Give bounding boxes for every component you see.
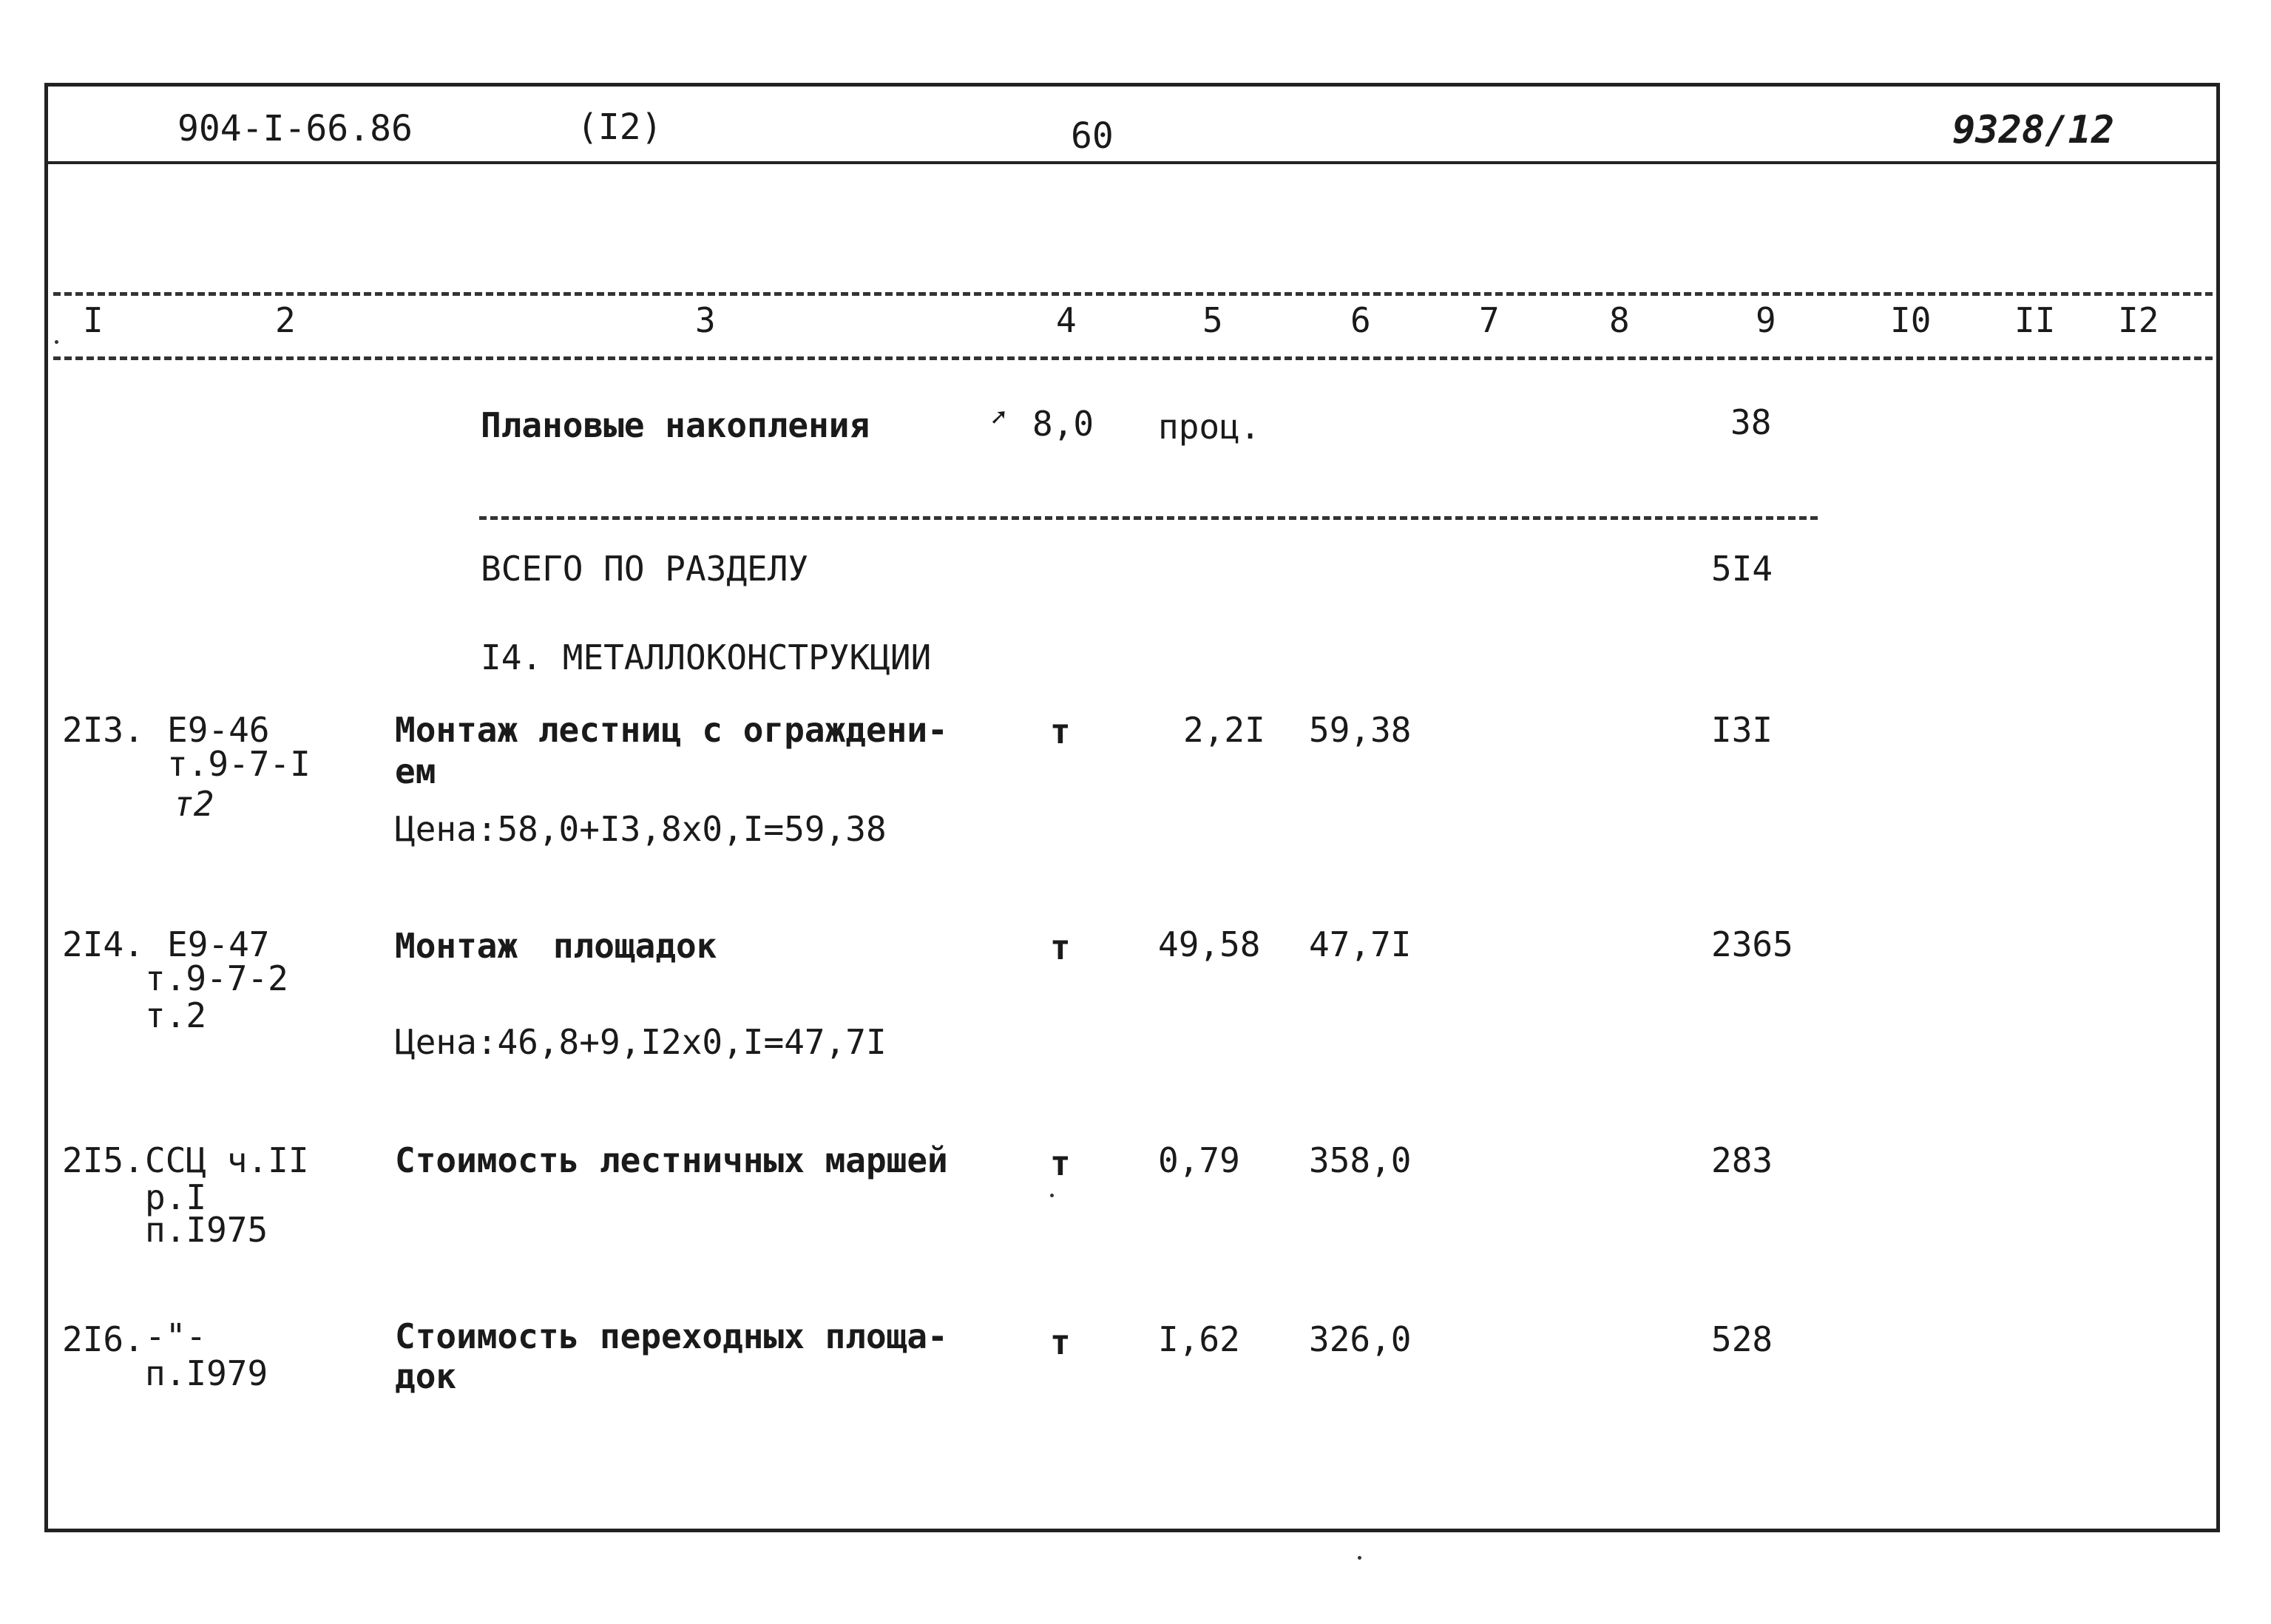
col-header-8: 8 — [1609, 300, 1630, 340]
scan-dot — [1358, 1556, 1361, 1560]
item-216-number: 2I6. — [62, 1319, 144, 1359]
item-215-mark — [1050, 1194, 1054, 1197]
item-216-quantity: I,62 — [1158, 1319, 1240, 1359]
item-214-unit-price: 47,7I — [1309, 924, 1412, 964]
item-213-price-formula: Цена:58,0+I3,8х0,I=59,38 — [395, 809, 887, 849]
col-header-6: 6 — [1350, 300, 1371, 340]
item-214-unit: т — [1050, 927, 1071, 967]
col-header-9: 9 — [1756, 300, 1776, 340]
item-216-description: Стоимость переходных площа- — [395, 1316, 948, 1356]
item-216-unit: т — [1050, 1322, 1071, 1362]
item-215-position-ref: п.I975 — [145, 1210, 268, 1250]
item-213-description-cont: ем — [395, 751, 436, 791]
item-216-total: 528 — [1711, 1319, 1773, 1359]
col-header-12: I2 — [2118, 300, 2159, 340]
item-213-number: 2I3. — [62, 710, 144, 750]
item-214-table-note: т.2 — [145, 995, 207, 1035]
item-214-quantity: 49,58 — [1158, 924, 1261, 964]
col-header-7: 7 — [1479, 300, 1500, 340]
col-header-3: 3 — [695, 300, 716, 340]
item-213-total: I3I — [1711, 710, 1773, 750]
item-216-unit-price: 326,0 — [1309, 1319, 1412, 1359]
planned-accumulations-unit: проц. — [1158, 407, 1261, 447]
subtotal-rule — [479, 516, 1818, 520]
col-header-10: I0 — [1890, 300, 1932, 340]
item-213-code: Е9-46 — [167, 710, 270, 750]
col-header-11: II — [2014, 300, 2056, 340]
page-number: 60 — [1071, 115, 1114, 157]
col-header-4: 4 — [1056, 300, 1077, 340]
header-divider — [44, 161, 2220, 164]
item-216-description-cont: док — [395, 1356, 457, 1396]
col-header-5: 5 — [1202, 300, 1223, 340]
column-header-top-rule — [53, 292, 2213, 296]
item-215-unit: т — [1050, 1143, 1071, 1183]
item-215-description: Стоимость лестничных маршей — [395, 1140, 948, 1180]
item-215-code: ССЦ ч.II — [145, 1140, 309, 1180]
item-215-unit-price: 358,0 — [1309, 1140, 1412, 1180]
item-214-table-ref: т.9-7-2 — [145, 958, 288, 998]
planned-accumulations-label: Плановые накопления — [481, 405, 870, 445]
item-216-position-ref: п.I979 — [145, 1353, 268, 1393]
planned-accumulations-percent: 8,0 — [1032, 404, 1094, 444]
item-214-price-formula: Цена:46,8+9,I2х0,I=47,7I — [395, 1022, 887, 1062]
planned-accumulations-total: 38 — [1730, 402, 1772, 442]
item-214-description: Монтаж площадок — [395, 926, 717, 966]
item-213-table-ref: т.9-7-I — [167, 744, 311, 784]
item-215-section-ref: р.I — [145, 1177, 207, 1217]
doc-code: 904-I-66.86 — [177, 108, 413, 149]
item-215-number: 2I5. — [62, 1140, 144, 1180]
item-215-total: 283 — [1711, 1140, 1773, 1180]
margin-dot — [55, 340, 58, 344]
section-total-value: 5I4 — [1711, 549, 1773, 589]
section-total-label: ВСЕГО ПО РАЗДЕЛУ — [481, 549, 809, 589]
item-213-quantity: 2,2I — [1183, 710, 1265, 750]
sheet-number: (I2) — [577, 106, 663, 148]
col-header-2: 2 — [275, 300, 296, 340]
col-header-1: I — [83, 300, 104, 340]
arrow-mark: ➚ — [991, 403, 1006, 433]
item-213-description: Монтаж лестниц с ограждени- — [395, 710, 948, 750]
item-214-number: 2I4. — [62, 924, 144, 964]
archive-stamp: 9328/12 — [1952, 108, 2115, 152]
item-213-unit-price: 59,38 — [1309, 710, 1412, 750]
item-213-unit: т — [1050, 711, 1071, 751]
column-header-bottom-rule — [53, 356, 2213, 360]
item-216-code: -"- — [145, 1316, 207, 1356]
section-heading: I4. МЕТАЛЛОКОНСТРУКЦИИ — [481, 637, 932, 677]
item-213-table-note: т2 — [173, 784, 214, 824]
item-215-quantity: 0,79 — [1158, 1140, 1240, 1180]
item-214-code: Е9-47 — [167, 924, 270, 964]
item-214-total: 2365 — [1711, 924, 1793, 964]
